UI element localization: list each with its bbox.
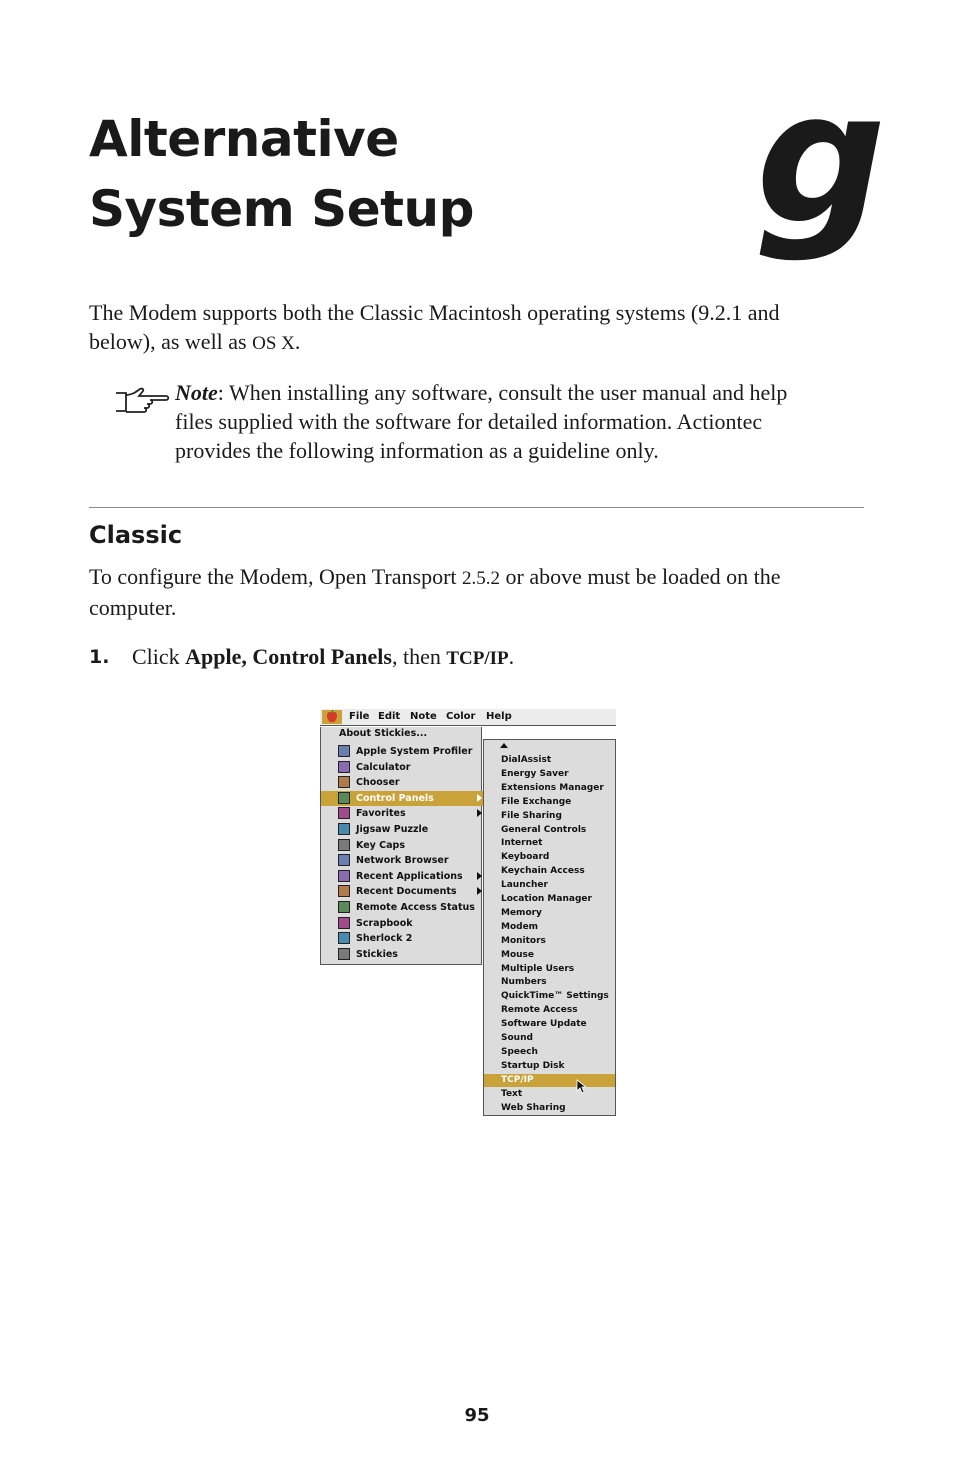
submenu-arrow-icon	[477, 872, 482, 880]
control-panel-item-label: Launcher	[501, 880, 548, 891]
control-panel-item-label: Software Update	[501, 1019, 587, 1030]
control-panel-item[interactable]	[484, 1032, 615, 1045]
apple-menu-item-label: Network Browser	[356, 855, 449, 867]
control-panel-item[interactable]	[484, 782, 615, 795]
control-panel-item-label: Keyboard	[501, 852, 550, 863]
apple-menu-item[interactable]	[321, 775, 483, 790]
menu-bar	[320, 709, 616, 726]
control-panel-item-label: Numbers	[501, 977, 547, 988]
control-panels-icon	[338, 792, 350, 804]
control-panel-item-label: Mouse	[501, 949, 535, 960]
menu-file[interactable]: File	[349, 711, 370, 722]
chapter-title	[89, 104, 474, 244]
control-panel-item[interactable]	[484, 1088, 615, 1101]
note-label: Note	[175, 380, 218, 405]
apple-menu-item-label: Apple System Profiler	[356, 746, 473, 757]
mouse-pointer-icon	[576, 1079, 586, 1094]
apple-menu-item[interactable]	[321, 791, 483, 806]
control-panel-item-label: File Exchange	[501, 796, 572, 807]
control-panel-item[interactable]	[484, 824, 615, 837]
recent-apps-icon	[338, 870, 350, 882]
section-paragraph	[89, 562, 849, 622]
recent-docs-icon	[338, 885, 350, 897]
sherlock-icon	[338, 932, 350, 944]
control-panel-item[interactable]	[484, 796, 615, 809]
apple-menu-item-label: Key Caps	[356, 839, 405, 851]
note-body: : When installing any software, consult the user manual and help files supplied with the software for detailed information. Actiontec provides the following information as a guideline only.	[175, 380, 788, 463]
apple-menu-item[interactable]	[321, 931, 483, 946]
control-panel-item-label: Location Manager	[501, 894, 592, 904]
scroll-up-arrow-icon[interactable]	[500, 743, 508, 748]
stickies-icon	[338, 948, 350, 960]
key-caps-icon	[338, 839, 350, 851]
control-panel-item-label: General Controls	[501, 824, 587, 835]
control-panel-item[interactable]	[484, 1046, 615, 1059]
section-heading: Classic	[89, 521, 183, 549]
apple-menu-item-label: Calculator	[356, 761, 411, 773]
apple-menu-item-label: Favorites	[356, 808, 406, 820]
apple-menu-item-label: Recent Documents	[356, 886, 457, 898]
step-number: 1.	[89, 646, 110, 668]
control-panel-item-label: Memory	[501, 907, 542, 918]
submenu-arrow-icon	[477, 794, 482, 802]
control-panel-item[interactable]	[484, 1102, 615, 1115]
control-panel-item[interactable]	[484, 1018, 615, 1031]
control-panel-item-label: Sound	[501, 1033, 533, 1043]
control-panel-item[interactable]	[484, 1004, 615, 1017]
control-panel-item[interactable]	[484, 754, 615, 767]
chooser-icon	[338, 776, 350, 788]
control-panel-item[interactable]	[484, 837, 615, 850]
note-text	[175, 378, 815, 465]
control-panel-item-label: Multiple Users	[501, 963, 575, 974]
control-panel-item-label: Web Sharing	[501, 1102, 566, 1113]
network-browser-icon	[338, 854, 350, 866]
control-panel-item[interactable]	[484, 768, 615, 781]
control-panel-item[interactable]	[484, 963, 615, 976]
control-panel-item-label: Text	[501, 1088, 523, 1099]
intro-text: The Modem supports both the Classic Macintosh operating systems (9.2.1 and below), as well as	[89, 300, 780, 354]
chapter-title-line-1: Alternative	[89, 110, 399, 168]
section-text: To configure the Modem, Open Transport	[89, 564, 463, 589]
apple-menu-item-label: Chooser	[356, 777, 400, 789]
version-label: 2.5.2	[462, 568, 501, 589]
submenu-arrow-icon	[477, 887, 482, 895]
step-apple-control-panels: Apple, Control Panels	[185, 644, 392, 669]
remote-access-icon	[338, 901, 350, 913]
control-panel-item[interactable]	[484, 921, 615, 934]
apple-menu-item-label: Sherlock 2	[356, 933, 413, 945]
apple-menu-item[interactable]	[321, 760, 483, 775]
control-panel-item[interactable]	[484, 1074, 615, 1087]
intro-end: .	[294, 329, 301, 354]
step-prefix: Click	[132, 644, 186, 669]
mac-menu-screenshot	[320, 708, 616, 1116]
apple-menu-item-label: Remote Access Status	[356, 902, 475, 913]
intro-paragraph	[89, 298, 849, 358]
apple-menu-item[interactable]	[321, 853, 483, 868]
control-panel-item-label: DialAssist	[501, 755, 552, 765]
apple-menu-item[interactable]	[321, 838, 483, 853]
step-tcpip: TCP/IP	[446, 648, 509, 669]
apple-menu-item-label: Control Panels	[356, 792, 434, 804]
submenu-arrow-icon	[477, 809, 482, 817]
apple-menu-item[interactable]	[321, 869, 483, 884]
menu-help[interactable]: Help	[486, 711, 512, 722]
apple-menu-item-label: Jigsaw Puzzle	[356, 824, 429, 835]
control-panel-item-label: Internet	[501, 838, 543, 849]
control-panel-item-label: Keychain Access	[501, 866, 585, 877]
menu-color[interactable]: Color	[446, 711, 476, 722]
control-panel-item-label: Energy Saver	[501, 768, 569, 779]
step-text	[132, 642, 514, 674]
control-panel-item-label: QuickTime™ Settings	[501, 991, 609, 1002]
chapter-letter: g	[756, 52, 887, 264]
control-panel-item[interactable]	[484, 810, 615, 823]
control-panel-item-label: Monitors	[501, 935, 546, 946]
apple-menu-icon[interactable]	[322, 710, 342, 724]
apple-menu-item-label: Stickies	[356, 948, 398, 960]
apple-menu-item-label: Recent Applications	[356, 870, 463, 882]
control-panel-item[interactable]	[484, 990, 615, 1003]
apple-menu-item[interactable]	[321, 806, 483, 821]
step-suffix: .	[508, 644, 515, 669]
page-number: 95	[464, 1405, 490, 1426]
apple-menu-item[interactable]	[321, 744, 483, 759]
profiler-icon	[338, 745, 350, 757]
control-panel-item-label: Startup Disk	[501, 1060, 565, 1071]
control-panel-item[interactable]	[484, 865, 615, 878]
apple-menu-item-label: Scrapbook	[356, 917, 413, 929]
apple-menu-item[interactable]	[321, 916, 483, 931]
favorites-icon	[338, 807, 350, 819]
jigsaw-icon	[338, 823, 350, 835]
control-panel-item[interactable]	[484, 935, 615, 948]
control-panels-submenu	[483, 739, 616, 1116]
apple-menu-item[interactable]	[321, 947, 483, 962]
section-text-end: or above must be loaded on the computer.	[89, 564, 781, 620]
control-panel-item-label: TCP/IP	[501, 1074, 534, 1085]
menu-note[interactable]: Note	[410, 711, 437, 722]
control-panel-item-label: File Sharing	[501, 810, 562, 821]
apple-menu-item[interactable]	[321, 900, 483, 915]
apple-menu	[320, 727, 482, 965]
about-stickies[interactable]: About Stickies...	[339, 728, 428, 739]
pointing-hand-icon	[114, 387, 170, 415]
os-label: OS X	[252, 333, 295, 354]
control-panel-item[interactable]	[484, 949, 615, 962]
control-panel-item[interactable]	[484, 893, 615, 906]
control-panel-item-label: Speech	[501, 1046, 538, 1057]
control-panel-item[interactable]	[484, 976, 615, 989]
control-panel-item-label: Remote Access	[501, 1005, 578, 1016]
control-panel-item[interactable]	[484, 907, 615, 920]
scrapbook-icon	[338, 917, 350, 929]
step-middle: , then	[391, 644, 447, 669]
apple-menu-item[interactable]	[321, 822, 483, 837]
control-panel-item[interactable]	[484, 879, 615, 892]
control-panel-item-label: Extensions Manager	[501, 782, 604, 793]
control-panel-item-label: Modem	[501, 921, 539, 932]
control-panel-item[interactable]	[484, 1060, 615, 1073]
calculator-icon	[338, 761, 350, 773]
chapter-title-line-2: System Setup	[89, 180, 474, 238]
menu-edit[interactable]: Edit	[378, 711, 401, 722]
control-panel-item[interactable]	[484, 851, 615, 864]
apple-menu-item[interactable]	[321, 884, 483, 899]
section-divider	[89, 507, 864, 508]
